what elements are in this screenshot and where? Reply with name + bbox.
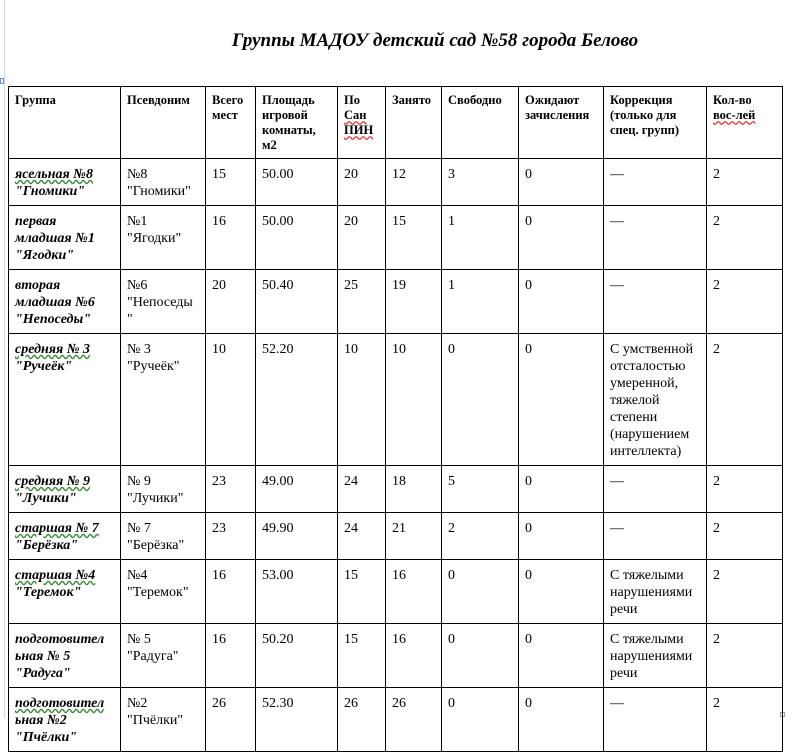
correction-cell: — xyxy=(604,159,707,206)
table-row xyxy=(9,688,783,752)
group-cell: первая младшая №1 "Ягодки" xyxy=(9,206,121,270)
waiting-cell: 0 xyxy=(519,206,604,270)
sanpin-cell: 20 xyxy=(338,159,386,206)
area-cell: 52.30 xyxy=(256,688,338,752)
total-cell: 16 xyxy=(206,560,256,624)
occupied-cell: 16 xyxy=(386,624,442,688)
alias-cell: №8 "Гномики" xyxy=(121,159,206,206)
sanpin-cell: 24 xyxy=(338,466,386,513)
header-waiting: Ожидают зачисления xyxy=(519,87,604,159)
correction-cell: — xyxy=(604,513,707,560)
sanpin-cell: 15 xyxy=(338,560,386,624)
table-row xyxy=(9,624,783,688)
area-cell: 50.00 xyxy=(256,159,338,206)
sanpin-cell: 20 xyxy=(338,206,386,270)
alias-cell: №2 "Пчёлки" xyxy=(121,688,206,752)
table-row xyxy=(9,159,783,206)
free-cell: 1 xyxy=(442,270,519,334)
teachers-cell: 2 xyxy=(707,270,783,334)
waiting-cell: 0 xyxy=(519,466,604,513)
total-cell: 16 xyxy=(206,206,256,270)
total-cell: 23 xyxy=(206,513,256,560)
groups-table xyxy=(8,86,783,752)
alias-cell: № 9 "Лучики" xyxy=(121,466,206,513)
waiting-cell: 0 xyxy=(519,624,604,688)
area-cell: 50.00 xyxy=(256,206,338,270)
area-cell: 52.20 xyxy=(256,334,338,466)
total-cell: 16 xyxy=(206,624,256,688)
group-cell: подготовител ьная №2 "Пчёлки" xyxy=(9,688,121,752)
header-alias: Псевдоним xyxy=(121,87,206,159)
table-row xyxy=(9,206,783,270)
total-cell: 15 xyxy=(206,159,256,206)
page-margin-line xyxy=(4,0,5,718)
waiting-cell: 0 xyxy=(519,334,604,466)
table-anchor-icon[interactable] xyxy=(0,78,4,84)
correction-cell: С тяжелыми нарушениями речи xyxy=(604,624,707,688)
correction-cell: — xyxy=(604,466,707,513)
total-cell: 26 xyxy=(206,688,256,752)
header-sanpin: По Сан ПИН xyxy=(338,87,386,159)
header-free: Свободно xyxy=(442,87,519,159)
group-cell: старшая №4 "Теремок" xyxy=(9,560,121,624)
group-cell: старшая № 7 "Берёзка" xyxy=(9,513,121,560)
waiting-cell: 0 xyxy=(519,688,604,752)
header-correction: Коррекция (только для спец. групп) xyxy=(604,87,707,159)
teachers-cell: 2 xyxy=(707,159,783,206)
correction-cell: С тяжелыми нарушениями речи xyxy=(604,560,707,624)
table-row xyxy=(9,513,783,560)
group-cell: подготовител ьная № 5 "Радуга" xyxy=(9,624,121,688)
occupied-cell: 16 xyxy=(386,560,442,624)
free-cell: 0 xyxy=(442,560,519,624)
teachers-cell: 2 xyxy=(707,206,783,270)
group-cell: средняя № 3 "Ручеёк" xyxy=(9,334,121,466)
page-title: Группы МАДОУ детский сад №58 города Белово xyxy=(231,30,639,51)
area-cell: 49.90 xyxy=(256,513,338,560)
free-cell: 5 xyxy=(442,466,519,513)
table-row xyxy=(9,560,783,624)
occupied-cell: 21 xyxy=(386,513,442,560)
waiting-cell: 0 xyxy=(519,270,604,334)
alias-cell: № 3 "Ручеёк" xyxy=(121,334,206,466)
free-cell: 1 xyxy=(442,206,519,270)
table-header-row xyxy=(9,87,783,159)
sanpin-cell: 26 xyxy=(338,688,386,752)
total-cell: 20 xyxy=(206,270,256,334)
free-cell: 0 xyxy=(442,688,519,752)
sanpin-cell: 25 xyxy=(338,270,386,334)
free-cell: 0 xyxy=(442,334,519,466)
teachers-cell: 2 xyxy=(707,560,783,624)
occupied-cell: 18 xyxy=(386,466,442,513)
table-row xyxy=(9,466,783,513)
alias-cell: № 5 "Радуга" xyxy=(121,624,206,688)
occupied-cell: 15 xyxy=(386,206,442,270)
occupied-cell: 10 xyxy=(386,334,442,466)
free-cell: 3 xyxy=(442,159,519,206)
occupied-cell: 26 xyxy=(386,688,442,752)
table-row xyxy=(9,270,783,334)
waiting-cell: 0 xyxy=(519,560,604,624)
sanpin-cell: 10 xyxy=(338,334,386,466)
teachers-cell: 2 xyxy=(707,624,783,688)
correction-cell: С умственной отсталостью умеренной, тяжелой степени (нарушением интеллекта) xyxy=(604,334,707,466)
occupied-cell: 19 xyxy=(386,270,442,334)
alias-cell: №4 "Теремок" xyxy=(121,560,206,624)
correction-cell: — xyxy=(604,688,707,752)
area-cell: 49.00 xyxy=(256,466,338,513)
teachers-cell: 2 xyxy=(707,688,783,752)
teachers-cell: 2 xyxy=(707,513,783,560)
group-cell: средняя № 9 "Лучики" xyxy=(9,466,121,513)
total-cell: 23 xyxy=(206,466,256,513)
sanpin-cell: 15 xyxy=(338,624,386,688)
header-teachers: Кол-во вос-лей xyxy=(707,87,783,159)
group-cell: ясельная №8 "Гномики" xyxy=(9,159,121,206)
correction-cell: — xyxy=(604,270,707,334)
header-occupied: Занято xyxy=(386,87,442,159)
total-cell: 10 xyxy=(206,334,256,466)
header-total-places: Всего мест xyxy=(206,87,256,159)
correction-cell: — xyxy=(604,206,707,270)
free-cell: 2 xyxy=(442,513,519,560)
alias-cell: №1 "Ягодки" xyxy=(121,206,206,270)
group-cell: вторая младшая №6 "Непоседы" xyxy=(9,270,121,334)
table-row xyxy=(9,334,783,466)
header-play-area: Площадь игровой комнаты, м2 xyxy=(256,87,338,159)
sanpin-cell: 24 xyxy=(338,513,386,560)
teachers-cell: 2 xyxy=(707,334,783,466)
alias-cell: №6 "Непоседы " xyxy=(121,270,206,334)
occupied-cell: 12 xyxy=(386,159,442,206)
alias-cell: № 7 "Берёзка" xyxy=(121,513,206,560)
area-cell: 53.00 xyxy=(256,560,338,624)
waiting-cell: 0 xyxy=(519,159,604,206)
teachers-cell: 2 xyxy=(707,466,783,513)
free-cell: 0 xyxy=(442,624,519,688)
area-cell: 50.40 xyxy=(256,270,338,334)
waiting-cell: 0 xyxy=(519,513,604,560)
area-cell: 50.20 xyxy=(256,624,338,688)
header-group: Группа xyxy=(9,87,121,159)
